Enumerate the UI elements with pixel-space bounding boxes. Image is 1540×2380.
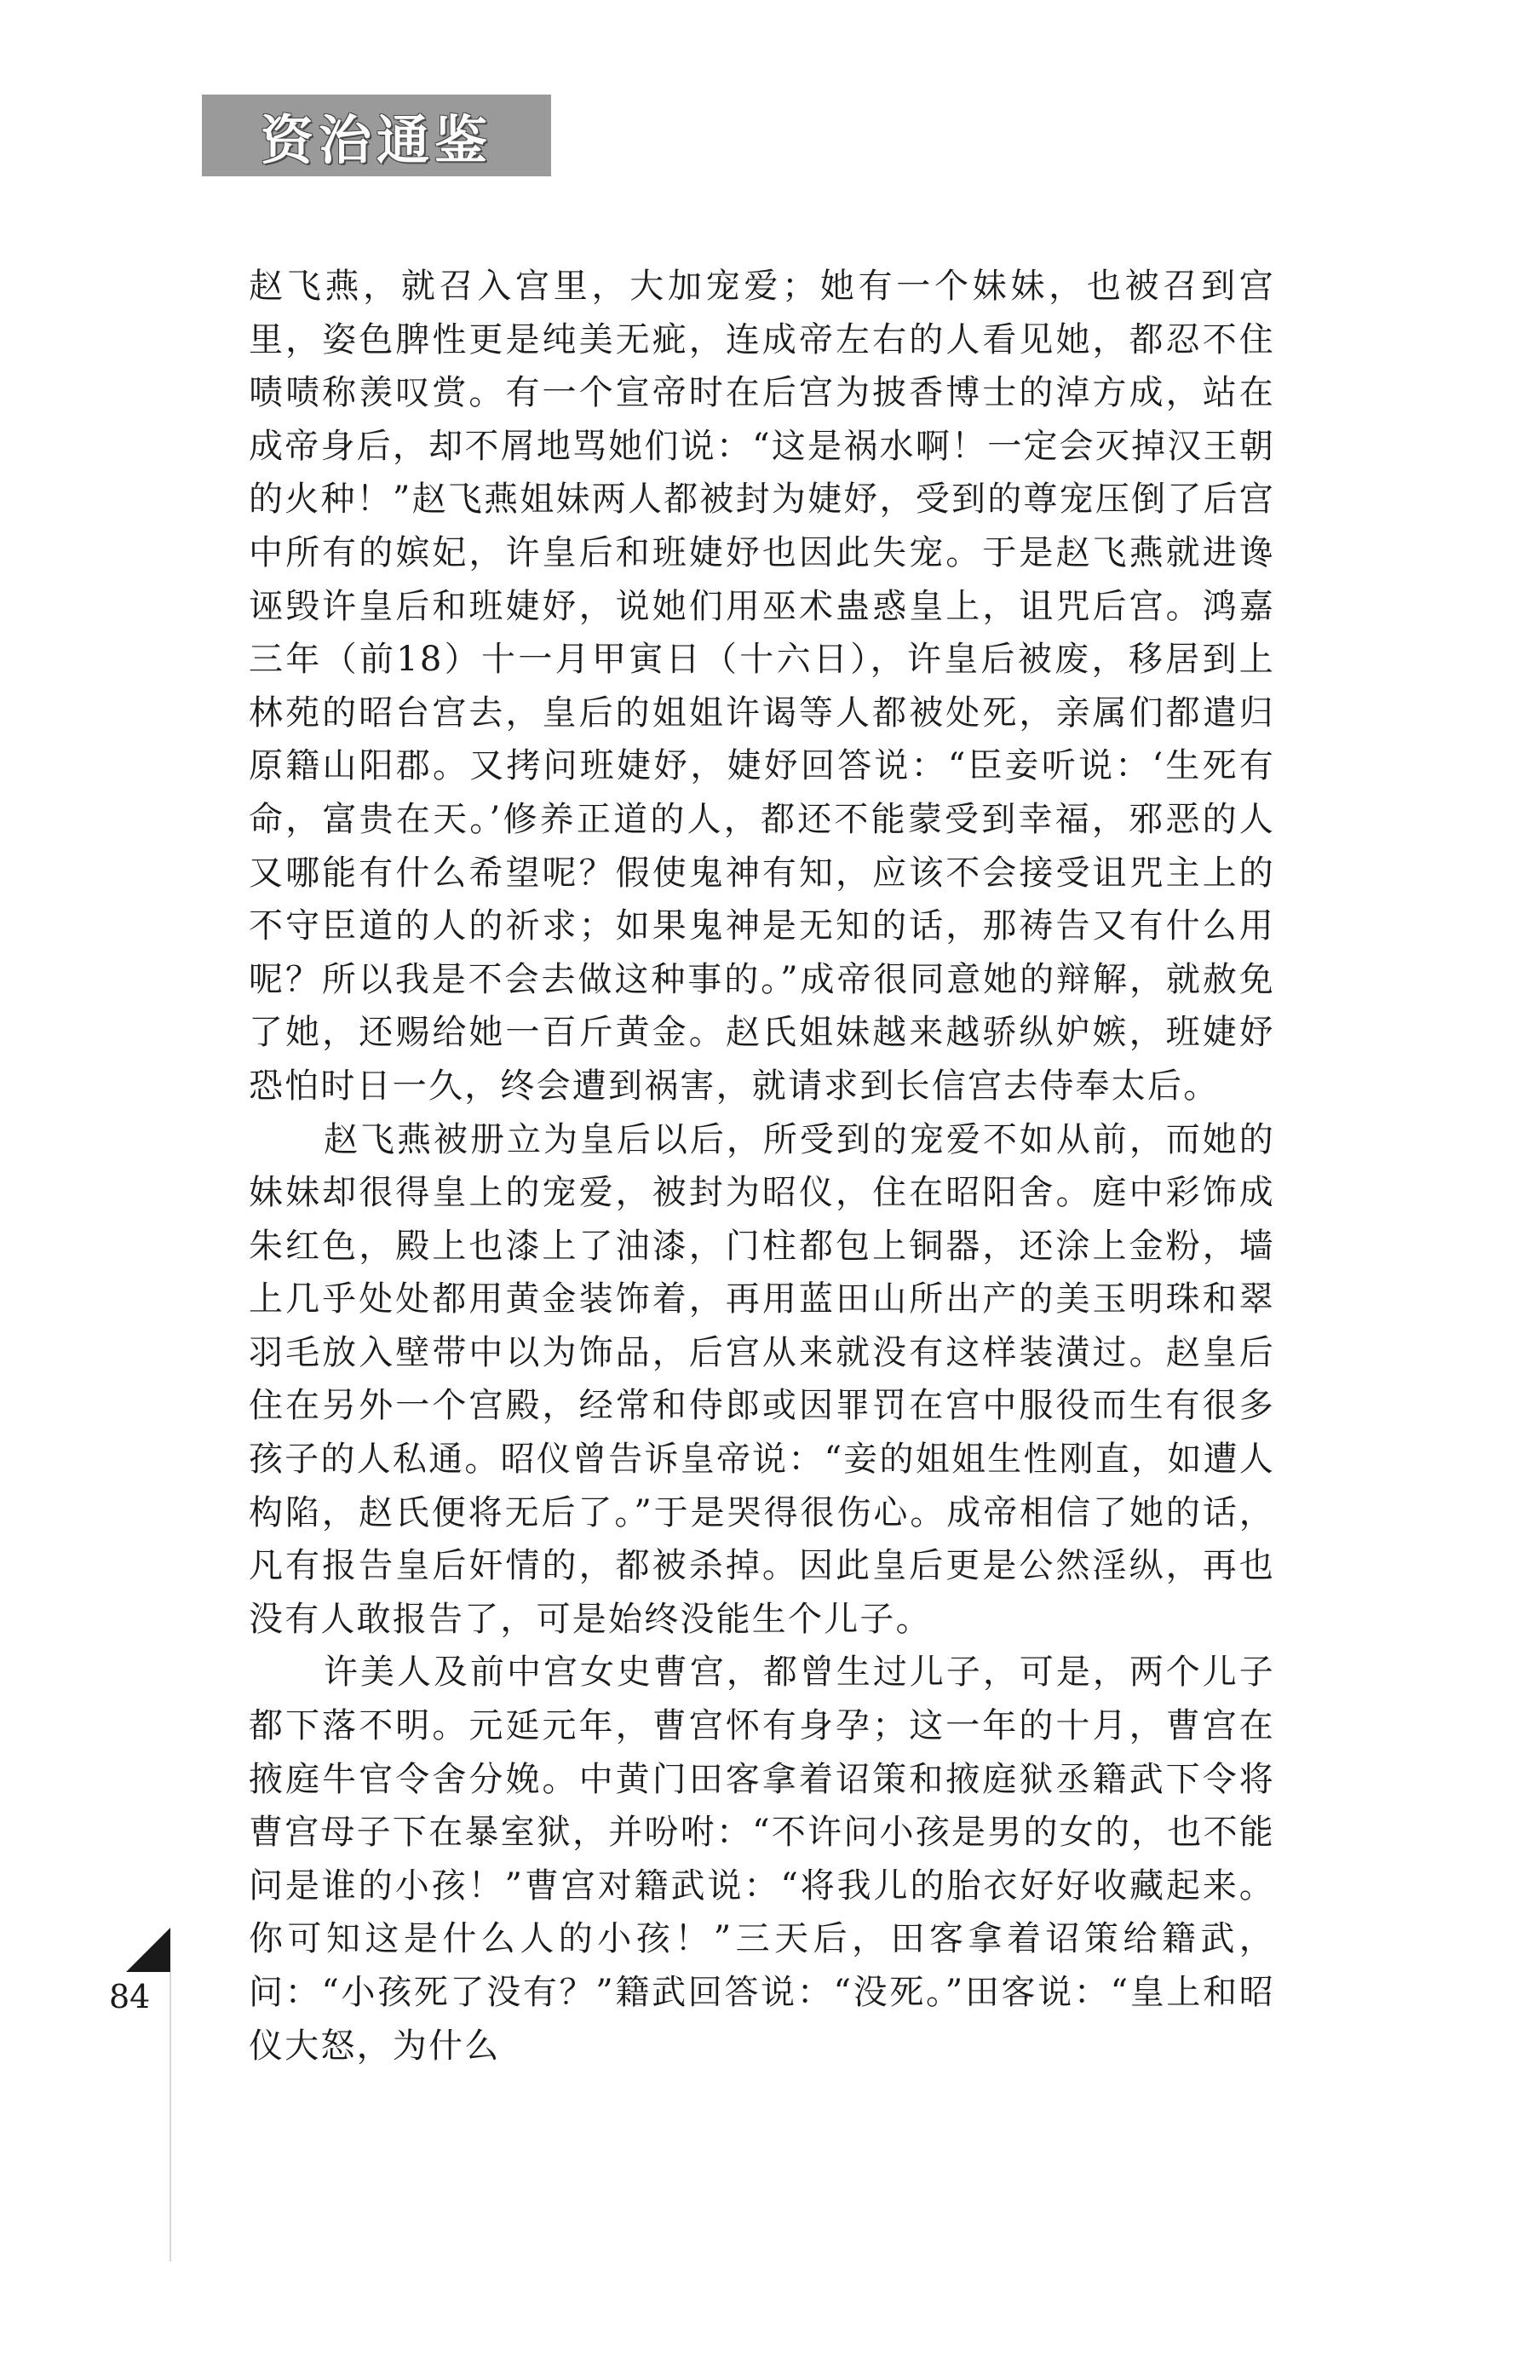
page-corner-triangle bbox=[126, 1928, 170, 1972]
book-title: 资治通鉴 bbox=[260, 108, 492, 171]
book-title-banner bbox=[202, 95, 551, 176]
margin-rule bbox=[170, 1972, 171, 2262]
paragraph-1: 赵飞燕，就召入宫里，大加宠爱；她有一个妹妹，也被召到宫里，姿色脾性更是纯美无疵，连成帝左右的人看见她，都忍不住啧啧称羡叹赏。有一个宣帝时在后宫为披香博士的淖方成，站在成帝身后，却不屑地骂她们说：“这是祸水啊！一定会灭掉汉王朝的火种！”赵飞燕姐妹两人都被封为婕妤，受到的尊宠压倒了后宫中所有的嫔妃，许皇后和班婕妤也因此失宠。于是赵飞燕就进谗诬毁许皇后和班婕妤，说她们用巫术蛊惑皇上，诅咒后宫。鸿嘉三年（前18）十一月甲寅日（十六日），许皇后被废，移居到上林苑的昭台宫去，皇后的姐姐许谒等人都被处死，亲属们都遣归原籍山阳郡。又拷问班婕妤，婕妤回答说：“臣妾听说：‘生死有命，富贵在天。’修养正道的人，都还不能蒙受到幸福，邪恶的人又哪能有什么希望呢？假使鬼神有知，应该不会接受诅咒主上的不守臣道的人的祈求；如果鬼神是无知的话，那祷告又有什么用呢？所以我是不会去做这种事的。”成帝很同意她的辩解，就赦免了她，还赐给她一百斤黄金。赵氏姐妹越来越骄纵妒嫉，班婕妤恐怕时日一久，终会遭到祸害，就请求到长信宫去侍奉太后。 bbox=[249, 267, 1275, 1106]
paragraph-2: 赵飞燕被册立为皇后以后，所受到的宠爱不如从前，而她的妹妹却很得皇上的宠爱，被封为昭仪，住在昭阳舍。庭中彩饰成朱红色，殿上也漆上了油漆，门柱都包上铜器，还涂上金粉，墙上几乎处处都用黄金装饰着，再用蓝田山所出产的美玉明珠和翠羽毛放入壁带中以为饰品，后宫从来就没有这样装潢过。赵皇后住在另外一个宫殿，经常和侍郎或因罪罚在宫中服役而生有很多孩子的人私通。昭仪曾告诉皇帝说：“妾的姐姐生性刚直，如遭人构陷，赵氏便将无后了。”于是哭得很伤心。成帝相信了她的话，凡有报告皇后奸情的，都被杀掉。因此皇后更是公然淫纵，再也没有人敢报告了，可是始终没能生个儿子。 bbox=[249, 1119, 1275, 1639]
main-text bbox=[249, 260, 1275, 2072]
page-number: 84 bbox=[109, 1978, 151, 2015]
paragraph-3: 许美人及前中宫女史曹宫，都曾生过儿子，可是，两个儿子都下落不明。元延元年，曹宫怀有身孕；这一年的十月，曹宫在掖庭牛官令舍分娩。中黄门田客拿着诏策和掖庭狱丞籍武下令将曹宫母子下在暴室狱，并吩咐：“不许问小孩是男的女的，也不能问是谁的小孩！”曹宫对籍武说：“将我儿的胎衣好好收藏起来。你可知这是什么人的小孩！”三天后，田客拿着诏策给籍武，问：“小孩死了没有？”籍武回答说：“没死。”田客说：“皇上和昭仪大怒，为什么 bbox=[249, 1653, 1275, 2066]
